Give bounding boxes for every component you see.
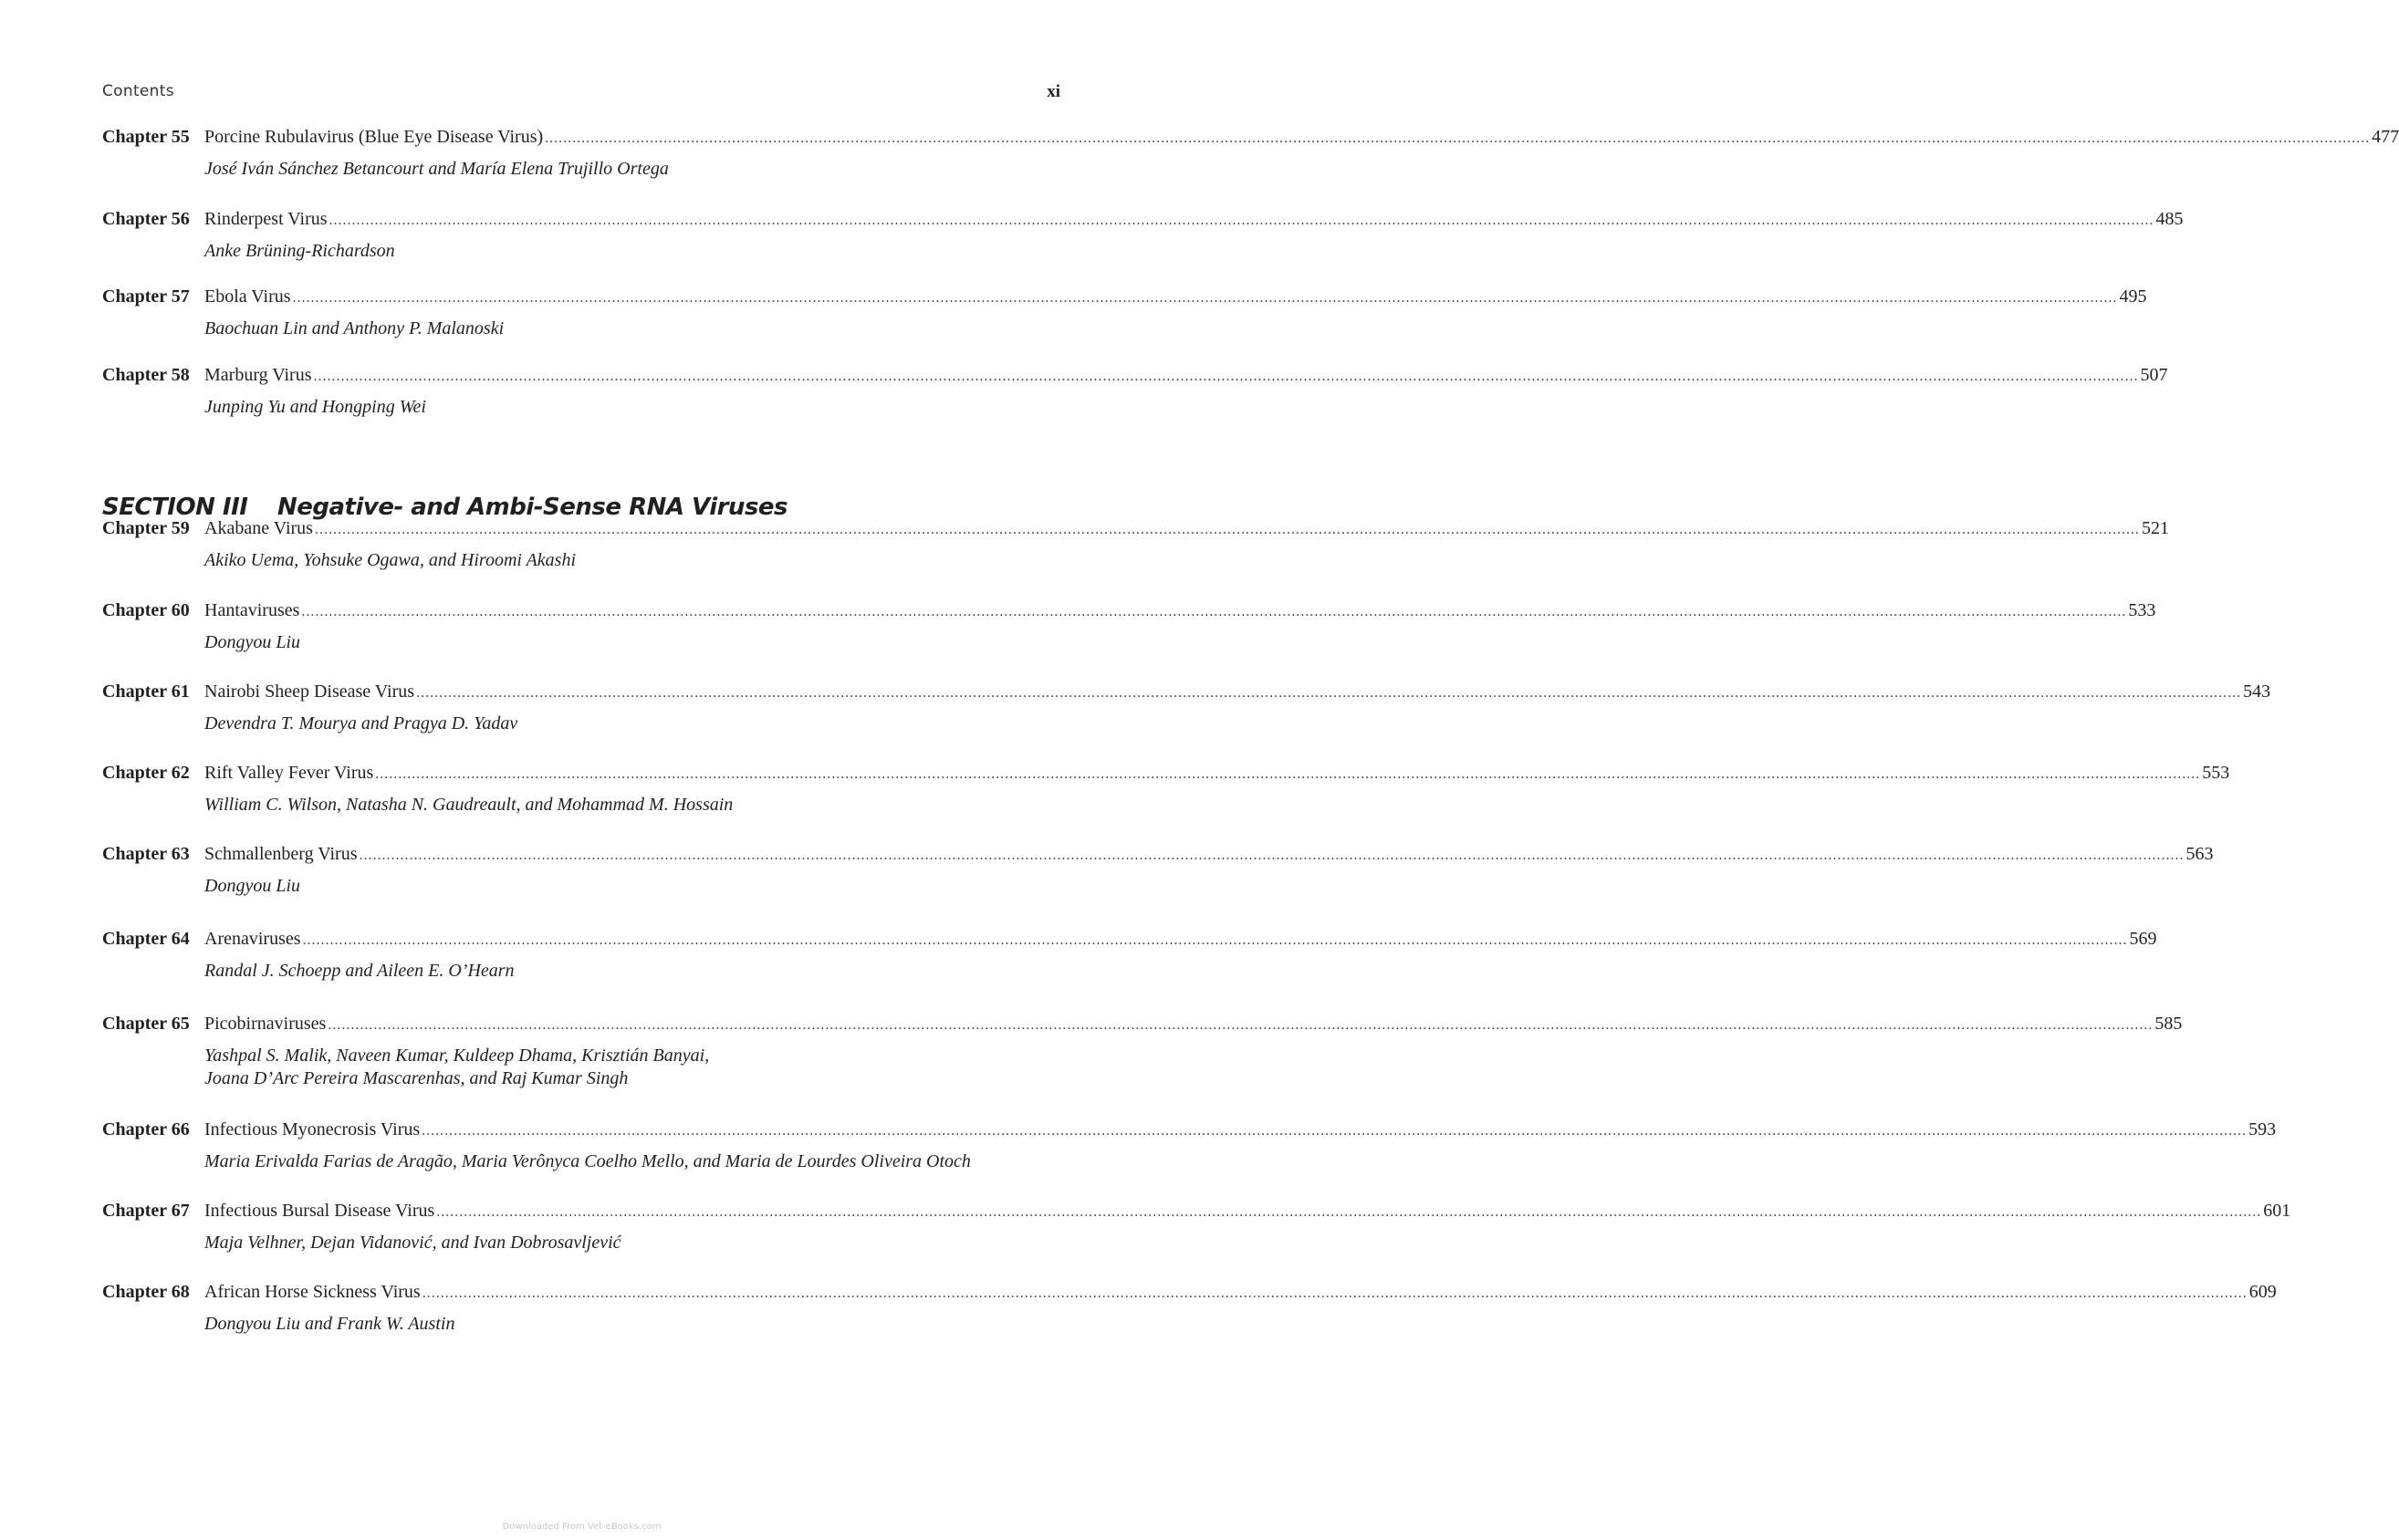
chapter-number: Chapter 65 bbox=[102, 1014, 190, 1034]
chapter-page-number: 507 bbox=[2140, 365, 2168, 385]
toc-entry[interactable] bbox=[102, 1280, 2277, 1336]
chapter-title[interactable]: Arenaviruses bbox=[204, 929, 301, 949]
chapter-title[interactable]: Akabane Virus bbox=[204, 518, 313, 538]
toc-entry[interactable] bbox=[102, 598, 2156, 654]
toc-entry[interactable] bbox=[102, 363, 2168, 419]
dot-leader: ................................................................................................................................................................................................................................................................................................................................................................................................................ bbox=[302, 932, 2128, 948]
toc-entry-line bbox=[102, 285, 2147, 308]
toc-entry[interactable] bbox=[102, 680, 2271, 735]
chapter-authors bbox=[204, 1232, 1060, 1254]
dot-leader: ................................................................................................................................................................................................................................................................................................................................................................................................................ bbox=[314, 522, 2140, 537]
page-number: xi bbox=[1047, 82, 1060, 101]
author-line: Yashpal S. Malik, Naveen Kumar, Kuldeep Dhama, Krisztián Banyai, bbox=[204, 1046, 710, 1066]
author-line: Akiko Uema, Yohsuke Ogawa, and Hiroomi Akashi bbox=[204, 550, 577, 570]
toc-entry[interactable] bbox=[102, 285, 2147, 340]
toc-entry[interactable] bbox=[102, 761, 2230, 817]
chapter-title[interactable]: Picobirnaviruses bbox=[204, 1014, 327, 1034]
chapter-authors bbox=[204, 549, 1060, 572]
chapter-title[interactable]: Infectious Bursal Disease Virus bbox=[204, 1201, 435, 1221]
dot-leader: ................................................................................................................................................................................................................................................................................................................................................................................................................ bbox=[416, 685, 2242, 701]
chapter-number: Chapter 61 bbox=[102, 682, 190, 702]
author-line: Joana D’Arc Pereira Mascarenhas, and Raj Kumar Singh bbox=[204, 1068, 629, 1088]
chapter-authors bbox=[204, 960, 1060, 983]
section-number: SECTION III bbox=[102, 494, 248, 521]
chapter-title[interactable]: Rift Valley Fever Virus bbox=[204, 763, 374, 783]
author-line: Dongyou Liu and Frank W. Austin bbox=[204, 1314, 455, 1334]
dot-leader: ................................................................................................................................................................................................................................................................................................................................................................................................................ bbox=[422, 1123, 2248, 1139]
chapter-title[interactable]: Infectious Myonecrosis Virus bbox=[204, 1119, 421, 1139]
chapter-page-number: 495 bbox=[2119, 286, 2147, 307]
author-line: José Iván Sánchez Betancourt and María Elena Trujillo Ortega bbox=[204, 159, 669, 179]
toc-entry-line bbox=[102, 842, 2214, 866]
chapter-page-number: 521 bbox=[2141, 518, 2169, 538]
toc-entry-line bbox=[102, 761, 2230, 785]
chapter-authors bbox=[204, 713, 1060, 735]
chapter-title[interactable]: Hantaviruses bbox=[204, 600, 300, 620]
author-line: Randal J. Schoepp and Aileen E. O’Hearn bbox=[204, 961, 515, 981]
chapter-title[interactable]: Ebola Virus bbox=[204, 286, 291, 307]
dot-leader: ................................................................................................................................................................................................................................................................................................................................................................................................................ bbox=[545, 130, 2371, 146]
toc-entry[interactable] bbox=[102, 927, 2157, 983]
author-line: Junping Yu and Hongping Wei bbox=[204, 397, 426, 417]
toc-entry-line bbox=[102, 927, 2157, 951]
toc-entry[interactable] bbox=[102, 125, 2399, 181]
toc-entry[interactable] bbox=[102, 1118, 2277, 1173]
chapter-number: Chapter 56 bbox=[102, 209, 190, 229]
toc-entry[interactable] bbox=[102, 516, 2169, 572]
chapter-number: Chapter 64 bbox=[102, 929, 190, 949]
dot-leader: ................................................................................................................................................................................................................................................................................................................................................................................................................ bbox=[422, 1285, 2248, 1301]
chapter-title[interactable]: African Horse Sickness Virus bbox=[204, 1282, 421, 1302]
chapter-number: Chapter 58 bbox=[102, 365, 190, 385]
chapter-authors bbox=[204, 875, 1060, 898]
toc-entry-line bbox=[102, 1118, 2277, 1141]
dot-leader: ................................................................................................................................................................................................................................................................................................................................................................................................................ bbox=[329, 213, 2154, 228]
chapter-title[interactable]: Porcine Rubulavirus (Blue Eye Disease Virus) bbox=[204, 127, 544, 147]
dot-leader: ................................................................................................................................................................................................................................................................................................................................................................................................................ bbox=[292, 290, 2118, 306]
chapter-number: Chapter 68 bbox=[102, 1282, 190, 1302]
author-line: Devendra T. Mourya and Pragya D. Yadav bbox=[204, 713, 518, 734]
toc-entry-line bbox=[102, 1280, 2277, 1304]
chapter-number: Chapter 66 bbox=[102, 1119, 190, 1139]
chapter-page-number: 553 bbox=[2202, 763, 2230, 783]
chapter-authors bbox=[204, 158, 1060, 181]
chapter-authors bbox=[204, 240, 1060, 263]
dot-leader: ................................................................................................................................................................................................................................................................................................................................................................................................................ bbox=[328, 1017, 2154, 1033]
toc-entry-line bbox=[102, 125, 2399, 149]
chapter-title[interactable]: Nairobi Sheep Disease Virus bbox=[204, 682, 415, 702]
chapter-authors bbox=[204, 1313, 1060, 1336]
chapter-number: Chapter 62 bbox=[102, 763, 190, 783]
chapter-page-number: 543 bbox=[2243, 682, 2271, 702]
toc-entry-line bbox=[102, 1199, 2291, 1223]
running-head-title: Contents bbox=[102, 82, 174, 100]
dot-leader: ................................................................................................................................................................................................................................................................................................................................................................................................................ bbox=[359, 848, 2185, 863]
chapter-page-number: 477 bbox=[2372, 127, 2399, 147]
author-line: Maria Erivalda Farias de Aragão, Maria Verônyca Coelho Mello, and Maria de Lourdes Oliveira Otoch bbox=[204, 1151, 971, 1171]
chapter-page-number: 485 bbox=[2155, 209, 2184, 229]
toc-entry-line bbox=[102, 598, 2156, 622]
chapter-authors bbox=[204, 317, 1060, 340]
chapter-number: Chapter 57 bbox=[102, 286, 190, 307]
chapter-page-number: 593 bbox=[2248, 1119, 2277, 1139]
author-line: Dongyou Liu bbox=[204, 876, 300, 896]
chapter-title[interactable]: Rinderpest Virus bbox=[204, 209, 328, 229]
toc-entry-line bbox=[102, 1012, 2183, 1035]
chapter-page-number: 585 bbox=[2154, 1014, 2183, 1034]
toc-entry-line bbox=[102, 516, 2169, 540]
dot-leader: ................................................................................................................................................................................................................................................................................................................................................................................................................ bbox=[313, 369, 2139, 384]
toc-entry[interactable] bbox=[102, 1012, 2183, 1090]
toc-entry[interactable] bbox=[102, 207, 2184, 263]
chapter-number: Chapter 67 bbox=[102, 1201, 190, 1221]
author-line: Maja Velhner, Dejan Vidanović, and Ivan Dobrosavljević bbox=[204, 1233, 621, 1253]
chapter-page-number: 601 bbox=[2263, 1201, 2291, 1221]
author-line: William C. Wilson, Natasha N. Gaudreault, and Mohammad M. Hossain bbox=[204, 795, 734, 815]
chapter-page-number: 569 bbox=[2129, 929, 2157, 949]
toc-entry-line bbox=[102, 363, 2168, 387]
chapter-authors bbox=[204, 1045, 1060, 1090]
dot-leader: ................................................................................................................................................................................................................................................................................................................................................................................................................ bbox=[436, 1204, 2262, 1220]
dot-leader: ................................................................................................................................................................................................................................................................................................................................................................................................................ bbox=[375, 766, 2201, 782]
chapter-number: Chapter 59 bbox=[102, 518, 190, 538]
chapter-title[interactable]: Marburg Virus bbox=[204, 365, 312, 385]
chapter-page-number: 563 bbox=[2185, 844, 2214, 864]
toc-entry[interactable] bbox=[102, 1199, 2291, 1254]
chapter-authors bbox=[204, 1150, 1060, 1173]
dot-leader: ................................................................................................................................................................................................................................................................................................................................................................................................................ bbox=[301, 604, 2127, 619]
chapter-number: Chapter 63 bbox=[102, 844, 190, 864]
footer-watermark: Downloaded From Vet-eBooks.com bbox=[502, 1522, 662, 1532]
chapter-number: Chapter 60 bbox=[102, 600, 190, 620]
author-line: Baochuan Lin and Anthony P. Malanoski bbox=[204, 318, 505, 338]
chapter-authors bbox=[204, 396, 1060, 419]
toc-entry-line bbox=[102, 207, 2184, 231]
chapter-number: Chapter 55 bbox=[102, 127, 190, 147]
chapter-authors bbox=[204, 631, 1060, 654]
toc-entry-line bbox=[102, 680, 2271, 703]
chapter-page-number: 533 bbox=[2128, 600, 2156, 620]
chapter-page-number: 609 bbox=[2248, 1282, 2277, 1302]
chapter-authors bbox=[204, 794, 1060, 817]
author-line: Anke Brüning-Richardson bbox=[204, 241, 395, 261]
author-line: Dongyou Liu bbox=[204, 632, 300, 652]
toc-entry[interactable] bbox=[102, 842, 2214, 898]
chapter-title[interactable]: Schmallenberg Virus bbox=[204, 844, 358, 864]
section-title: Negative- and Ambi-Sense RNA Viruses bbox=[276, 494, 788, 521]
running-head bbox=[102, 82, 1060, 104]
